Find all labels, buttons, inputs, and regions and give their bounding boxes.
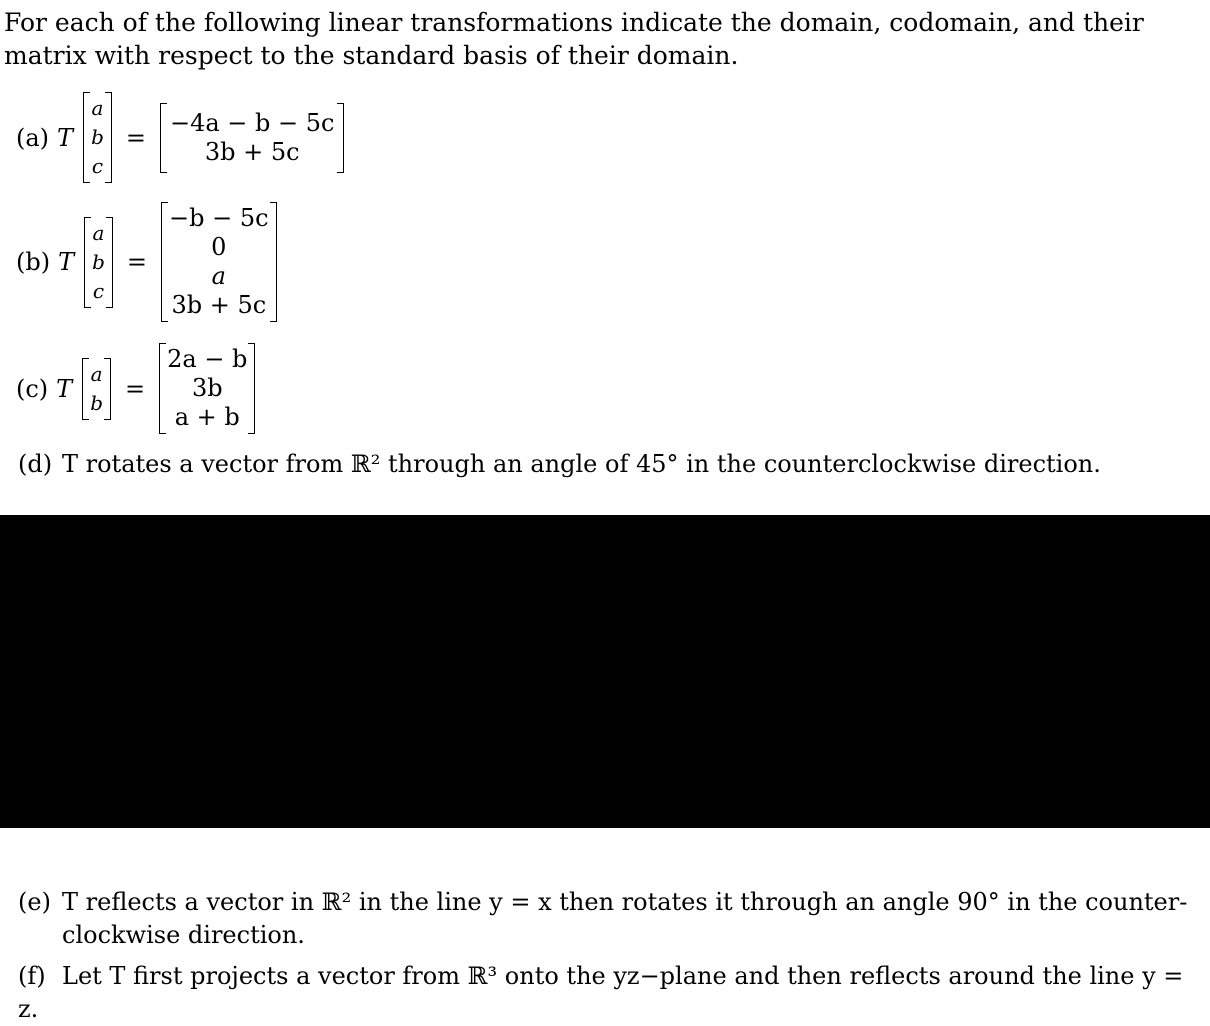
problem-d-text: T rotates a vector from ℝ² through an angle of 45° in the counterclockwise direction.	[62, 450, 1101, 478]
problem-b-output-vector: −b − 5c 0 a 3b + 5c	[161, 202, 277, 322]
problem-f-text: Let T first projects a vector from ℝ³ onto the yz−plane and then reflects around the line y = z.	[18, 962, 1184, 1023]
problem-a-output-vector: −4a − b − 5c 3b + 5c	[160, 103, 345, 173]
problem-c-label: (c)	[16, 374, 49, 403]
problem-a-equals: =	[125, 123, 146, 152]
instructions: For each of the following linear transformations indicate the domain, codomain, and their matrix with respect to the standard basis of their domain.	[4, 8, 1144, 70]
problem-c-equals: =	[125, 374, 146, 403]
problem-c-T: T	[56, 374, 73, 403]
problem-c-input-vector: a b	[82, 358, 111, 420]
redaction-block	[0, 515, 1210, 828]
problem-b-T: T	[58, 248, 75, 276]
problem-b-label: (b)	[16, 248, 51, 276]
problem-e-text-line1: T reflects a vector in ℝ² in the line y = x then rotates it through an angle 90° in the counter-	[62, 888, 1188, 916]
problem-e-text-line2: clockwise direction.	[62, 921, 305, 949]
problem-a	[16, 92, 344, 183]
problem-f-label: (f)	[18, 962, 46, 990]
problem-b	[16, 202, 277, 322]
problem-a-input-vector: a b c	[83, 92, 112, 183]
problem-e-label: (e)	[18, 888, 51, 916]
problem-d	[18, 448, 1198, 481]
problem-e	[18, 886, 1198, 952]
problem-c-output-vector: 2a − b 3b a + b	[159, 343, 255, 434]
problem-b-equals: =	[126, 248, 148, 276]
problem-f	[18, 960, 1198, 1026]
problem-c	[16, 343, 255, 434]
problem-b-input-vector: a b c	[84, 217, 113, 308]
problem-d-label: (d)	[18, 450, 53, 478]
problem-a-T: T	[57, 123, 74, 152]
problem-a-label: (a)	[16, 123, 50, 152]
